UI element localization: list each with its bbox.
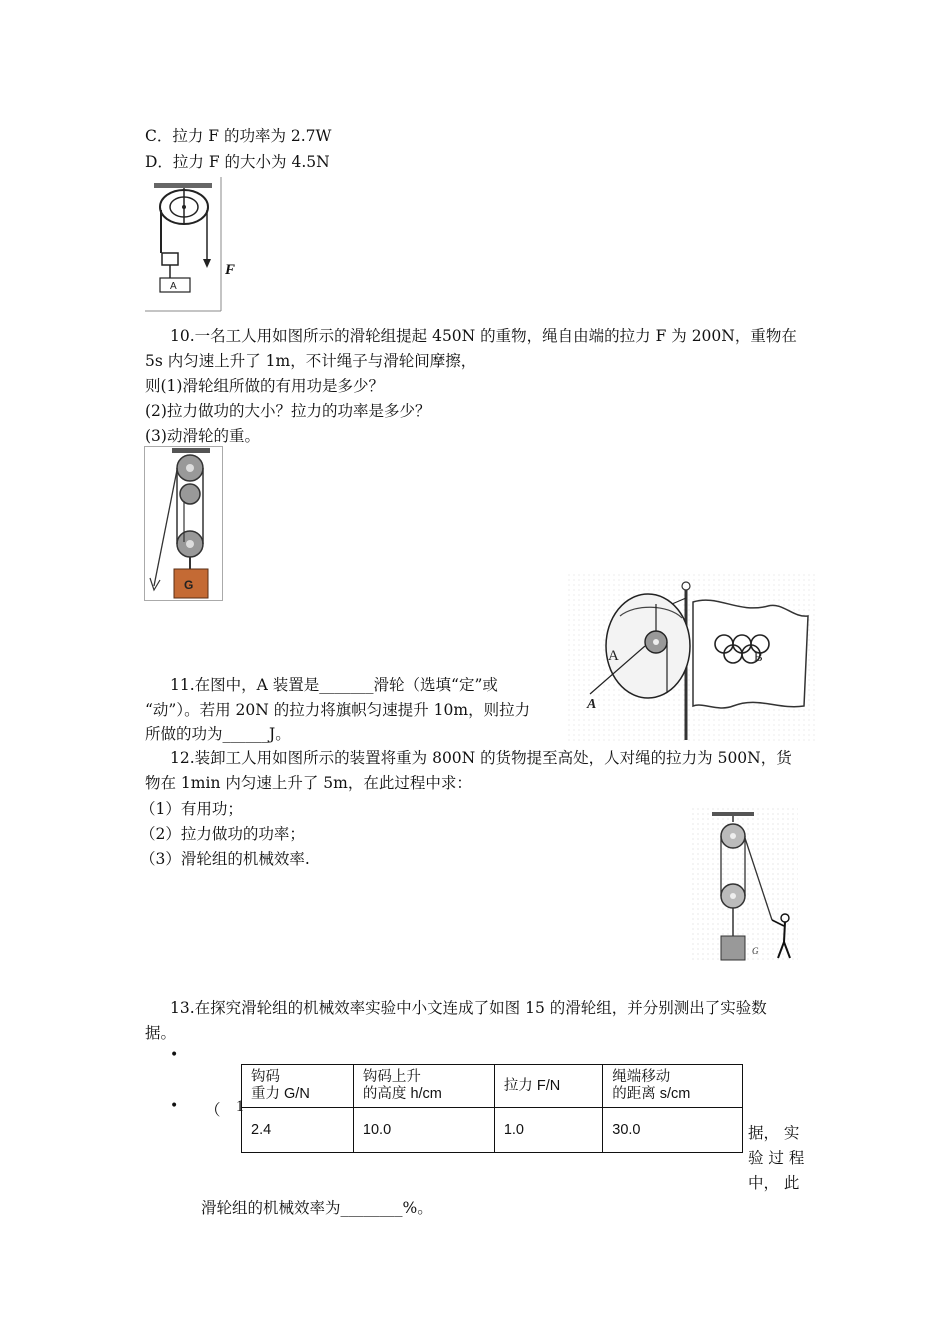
q10-line-2: 5s 内匀速上升了 1m，不计绳子与滑轮间摩擦， — [145, 352, 477, 370]
table-header-cell: 绳端移动 的距离 s/cm — [603, 1065, 743, 1108]
q12-item-3: （3）滑轮组的机械效率. — [140, 850, 310, 868]
q12-item-2: （2）拉力做功的功率； — [140, 825, 305, 843]
q12-line-2: 物在 1min 内匀速上升了 5m，在此过程中求： — [145, 774, 472, 792]
q12-weight-label: G — [752, 946, 759, 956]
q11-zoom-label-a: A — [608, 648, 619, 664]
q10-weight-label: G — [184, 578, 194, 592]
q10-line-3: 则(1)滑轮组所做的有用功是多少？ — [145, 377, 384, 395]
side-text-1: 据， 实 — [748, 1124, 800, 1142]
experiment-table — [241, 1064, 743, 1153]
q12-pulley-figure — [692, 808, 798, 962]
table-cell: 1.0 — [494, 1108, 602, 1153]
q13-line-1: 13.在探究滑轮组的机械效率实验中小文连成了如图 15 的滑轮组，并分别测出了实验数 — [170, 999, 767, 1017]
q10-line-1: 10.一名工人用如图所示的滑轮组提起 450N 的重物，绳自由端的拉力 F 为 200N，重物在 — [170, 327, 797, 345]
bullet-2: • — [170, 1098, 179, 1114]
q9-force-label: F — [225, 262, 236, 278]
table-header-cell: 钩码上升 的高度 h/cm — [353, 1065, 494, 1108]
q9-weight-label: A — [170, 281, 177, 292]
table-cell: 2.4 — [242, 1108, 354, 1153]
bullet-number: 1 — [236, 1098, 244, 1115]
table-header-cell: 拉力 F/N — [494, 1065, 602, 1108]
side-text-2: 验 过 程 — [748, 1149, 805, 1167]
table-header-row — [242, 1065, 743, 1108]
q10-line-5: (3)动滑轮的重。 — [145, 427, 260, 445]
q11-line-1: 11.在图中，A 装置是_______滑轮（选填“定”或 — [170, 676, 498, 694]
table-header-cell: 钩码 重力 G/N — [242, 1065, 354, 1108]
q11-flag-figure — [568, 574, 818, 744]
q13-last-line: 滑轮组的机械效率为________%。 — [201, 1199, 433, 1217]
q10-line-4: (2)拉力做功的大小？拉力的功率是多少？ — [145, 402, 431, 420]
table-cell: 10.0 — [353, 1108, 494, 1153]
q11-label-b: B — [754, 649, 763, 664]
q12-line-1: 12.装卸工人用如图所示的装置将重为 800N 的货物提至高处，人对绳的拉力为 500N，货 — [170, 749, 792, 767]
bullet-1: • — [170, 1047, 179, 1063]
table-row — [242, 1108, 743, 1153]
q9-pulley-figure — [142, 175, 252, 315]
q10-pulley-figure — [144, 446, 224, 602]
q11-line-3: 所做的功为______J。 — [145, 725, 291, 743]
q11-line-2: “动”）。若用 20N 的拉力将旗帜匀速提升 10m，则拉力 — [145, 701, 531, 719]
q13-line-2: 据。 — [145, 1024, 177, 1042]
table-cell: 30.0 — [603, 1108, 743, 1153]
side-text-3: 中， 此 — [748, 1174, 800, 1192]
q11-label-a: A — [587, 697, 597, 712]
q12-item-1: （1）有用功； — [140, 800, 243, 818]
option-d: D．拉力 F 的大小为 4.5N — [145, 153, 330, 171]
option-c: C．拉力 F 的功率为 2.7W — [145, 127, 332, 145]
bullet-paren: （ — [205, 1101, 221, 1119]
